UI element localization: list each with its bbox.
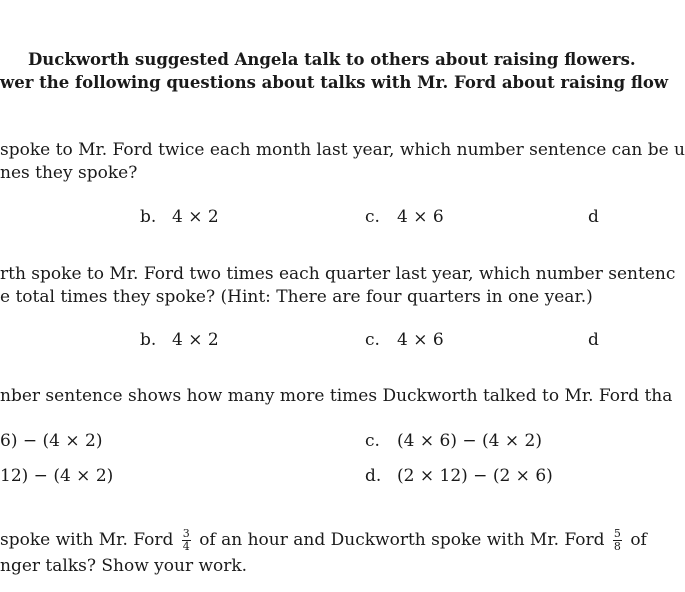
fraction-numerator: 5 xyxy=(613,527,621,540)
question-3-choice-b: 12) − (4 × 2) xyxy=(0,466,114,486)
question-2-choice-c-letter: c. xyxy=(365,330,380,350)
question-1-choice-d-partial: d xyxy=(588,207,599,227)
question-4-text-part-b: of an hour and Duckworth spoke with Mr. Ford xyxy=(199,530,605,550)
question-1-choice-b-expr: 4 × 2 xyxy=(172,207,219,227)
question-1-text-line1: spoke to Mr. Ford twice each month last year, which number sentence can be u xyxy=(0,140,685,160)
question-2-text-line2: e total times they spoke? (Hint: There are four quarters in one year.) xyxy=(0,287,593,307)
worksheet-title-line1: Duckworth suggested Angela talk to others about raising flowers. xyxy=(28,50,636,69)
question-1-choice-b-letter: b. xyxy=(140,207,157,227)
question-3-text-line1: nber sentence shows how many more times Duckworth talked to Mr. Ford tha xyxy=(0,386,673,406)
question-1-text-line2: nes they spoke? xyxy=(0,163,138,183)
question-3-choice-c-expr: (4 × 6) − (4 × 2) xyxy=(397,431,542,451)
question-1-choice-c-letter: c. xyxy=(365,207,380,227)
question-3-choice-c-letter: c. xyxy=(365,431,380,451)
question-3-choice-d-letter: d. xyxy=(365,466,382,486)
question-4-text-part-a: spoke with Mr. Ford xyxy=(0,530,174,550)
question-2-choice-d-partial: d xyxy=(588,330,599,350)
question-2-choice-c-expr: 4 × 6 xyxy=(397,330,444,350)
fraction-three-fourths xyxy=(182,528,191,553)
question-3-choice-d-expr: (2 × 12) − (2 × 6) xyxy=(397,466,553,486)
question-2-choice-b-letter: b. xyxy=(140,330,157,350)
question-4-text-part-c: of xyxy=(630,530,647,550)
fraction-numerator: 3 xyxy=(182,527,190,540)
worksheet-title-line2: wer the following questions about talks with Mr. Ford about raising flow xyxy=(0,73,669,92)
question-1-choice-c-expr: 4 × 6 xyxy=(397,207,444,227)
question-2-choice-b-expr: 4 × 2 xyxy=(172,330,219,350)
fraction-five-eighths xyxy=(613,528,622,553)
question-4-text-line2: nger talks? Show your work. xyxy=(0,556,248,576)
fraction-denominator: 4 xyxy=(182,540,190,553)
question-4-text-line1 xyxy=(0,528,647,553)
question-2-text-line1: rth spoke to Mr. Ford two times each quarter last year, which number sentenc xyxy=(0,264,676,284)
question-3-choice-a: 6) − (4 × 2) xyxy=(0,431,103,451)
fraction-denominator: 8 xyxy=(613,540,621,553)
